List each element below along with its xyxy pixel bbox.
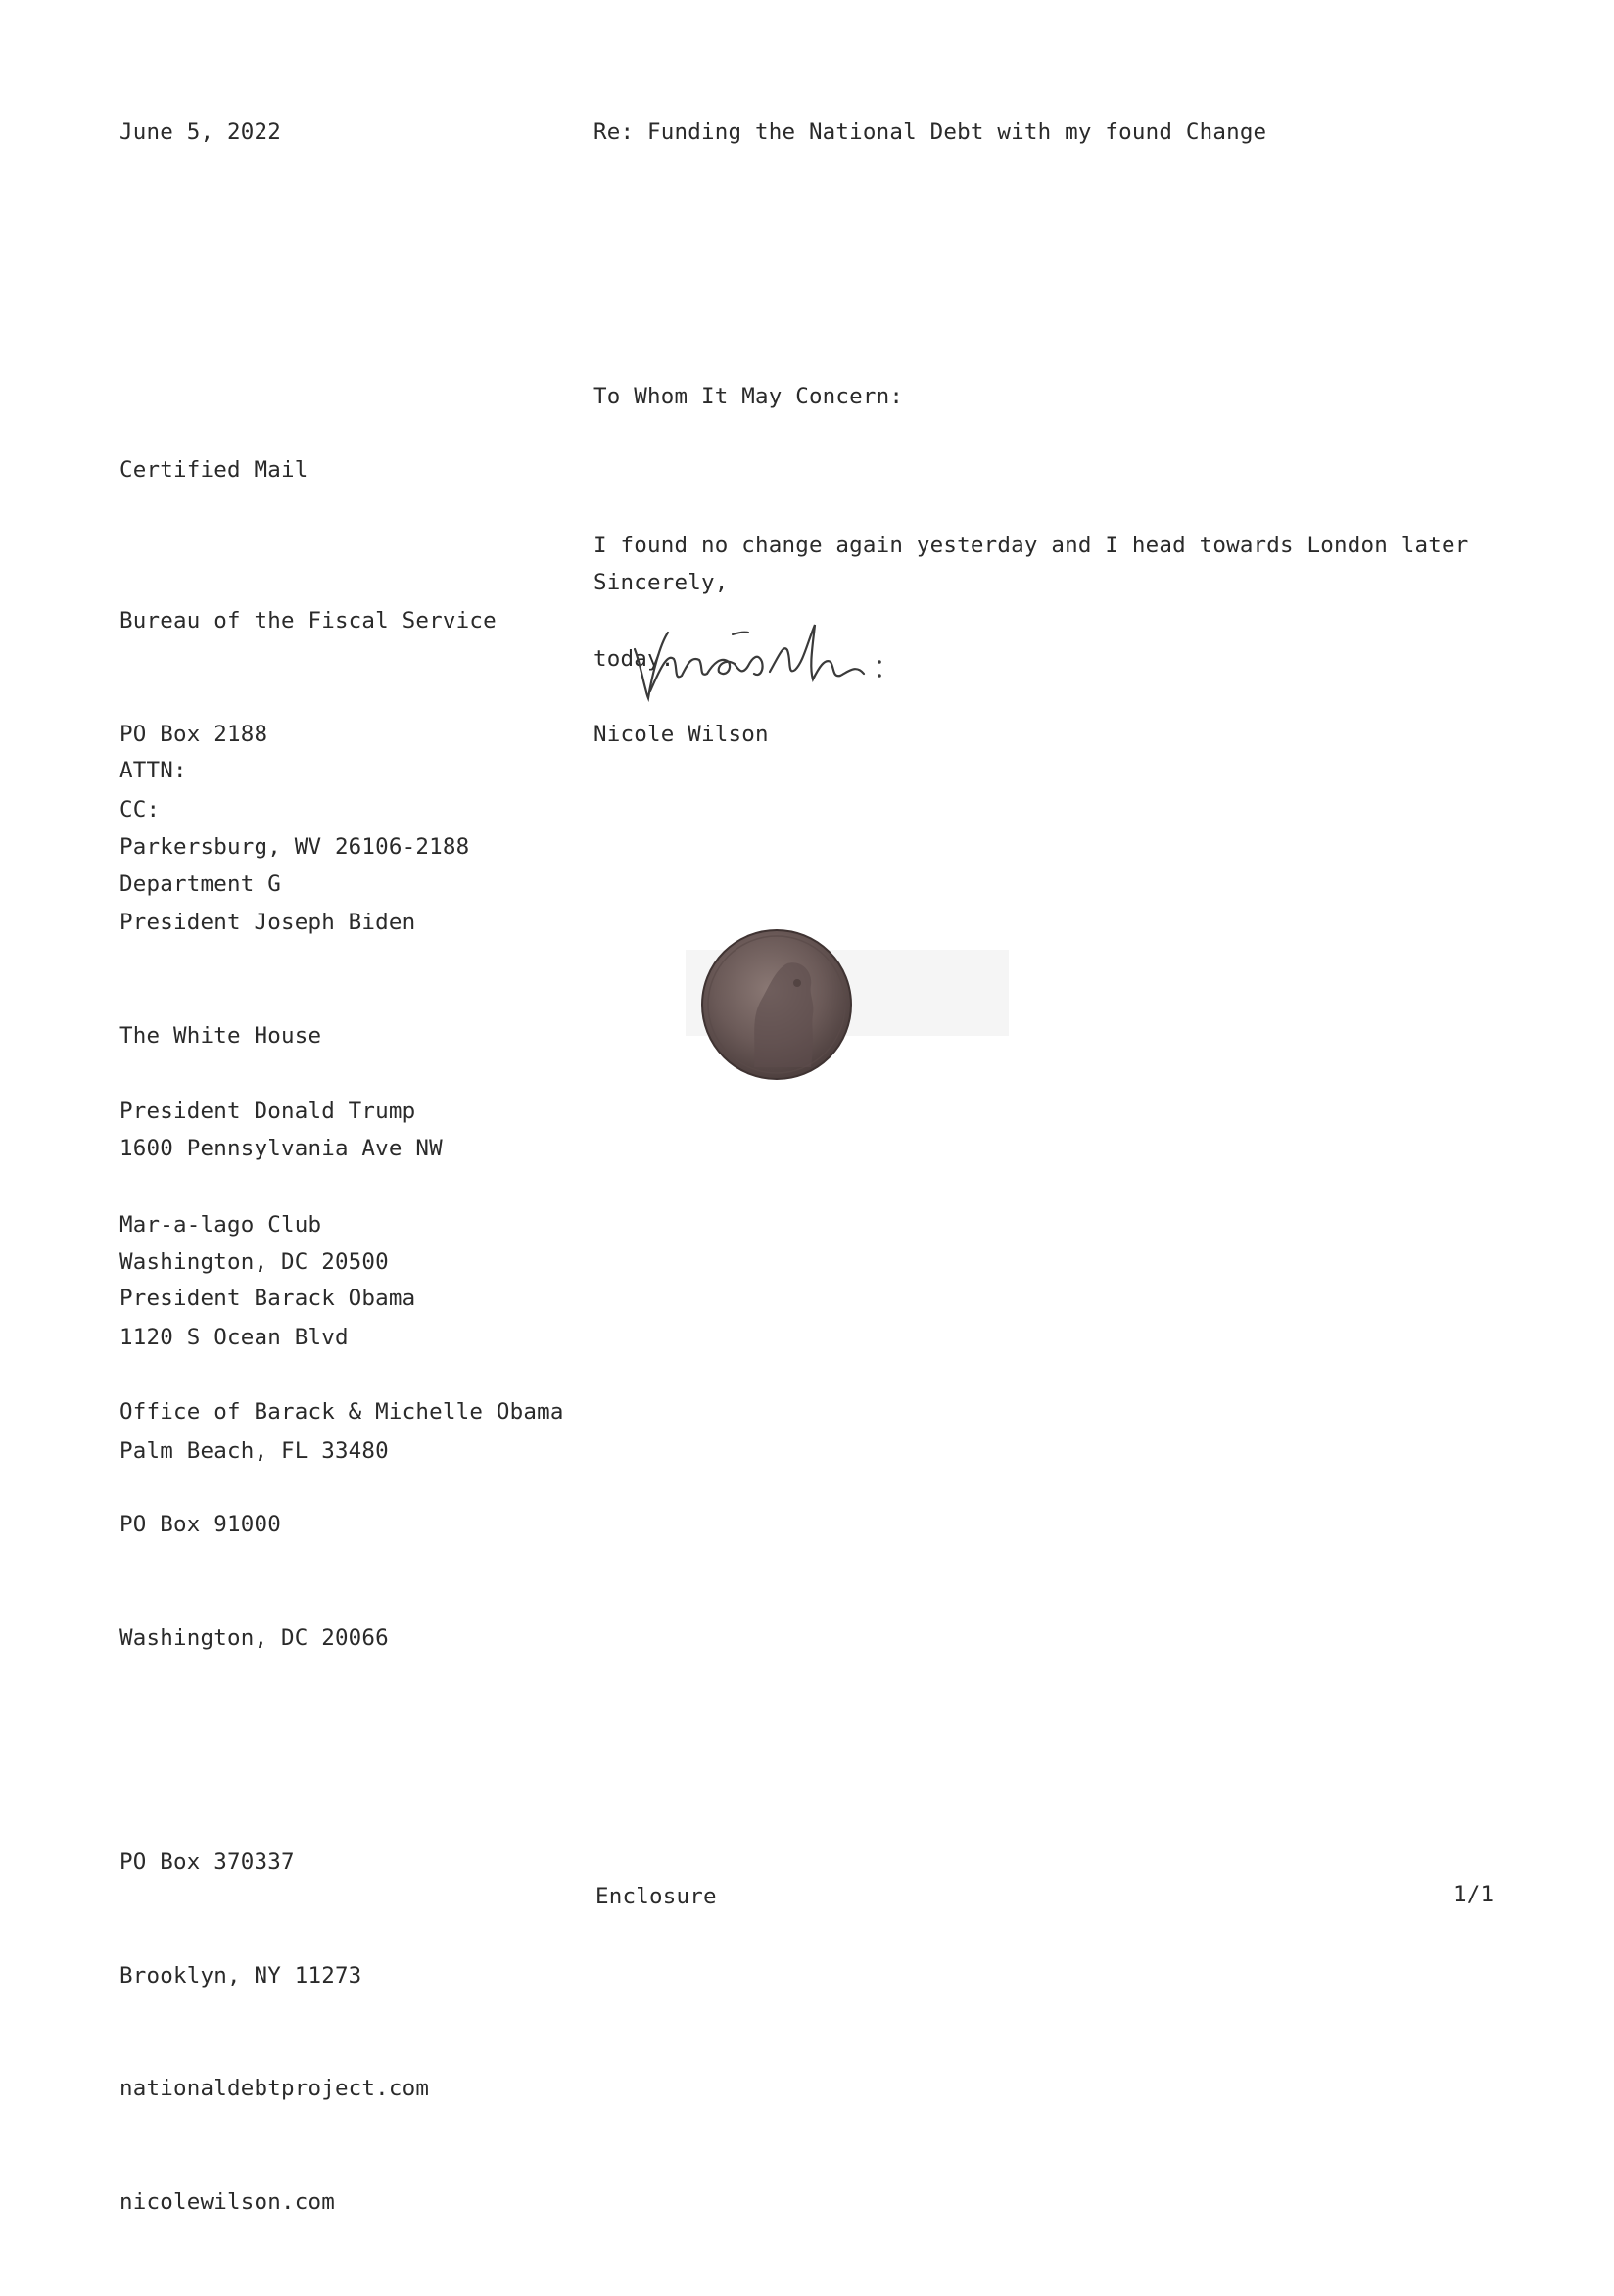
recipient-line: Parkersburg, WV 26106-2188 [119, 834, 470, 860]
cc-line: Palm Beach, FL 33480 [119, 1437, 389, 1464]
cc-line: PO Box 91000 [119, 1512, 281, 1537]
body-line: I found no change again yesterday and I head towards London later [593, 533, 1469, 558]
recipient-line: Bureau of the Fiscal Service [119, 608, 497, 633]
attn-label: ATTN: [119, 758, 187, 783]
mail-type: Certified Mail [119, 457, 309, 483]
sender-address-line: nationaldebtproject.com [119, 2076, 430, 2101]
sender-name: Nicole Wilson [593, 722, 769, 747]
letter-subject: Re: Funding the National Debt with my found Change [593, 119, 1267, 145]
cc-line: 1120 S Ocean Blvd [119, 1325, 349, 1350]
body-line: today. [593, 645, 675, 672]
cc-line: Office of Barack & Michelle Obama [119, 1398, 564, 1425]
signature [623, 605, 956, 713]
cc-line: Mar-a-lago Club [119, 1211, 322, 1238]
penny-icon [686, 920, 1009, 1097]
page-number: 1/1 [1453, 1882, 1495, 1907]
cc-line: President Donald Trump [119, 1099, 416, 1124]
sender-address-line: nicolewilson.com [119, 2188, 335, 2215]
salutation: To Whom It May Concern: [593, 384, 904, 409]
cc-line: Washington, DC 20066 [119, 1624, 389, 1651]
sender-address-line: PO Box 370337 [119, 1850, 295, 1875]
sender-address [119, 1768, 429, 2296]
cc-line: President Joseph Biden [119, 910, 416, 935]
cc-line: 1600 Pennsylvania Ave NW [119, 1136, 443, 1161]
cc-recipient [119, 1204, 564, 1732]
letter-date: June 5, 2022 [119, 119, 281, 145]
recipient-line: PO Box 2188 [119, 721, 268, 747]
cc-label: CC: [119, 797, 161, 822]
cc-line: Washington, DC 20500 [119, 1248, 389, 1275]
cc-line: The White House [119, 1022, 322, 1049]
closing: Sincerely, [593, 570, 729, 595]
cc-line: President Barack Obama [119, 1286, 416, 1311]
enclosure-note: Enclosure [595, 1884, 717, 1909]
attn-value: Department G [119, 870, 281, 897]
sender-address-line: Brooklyn, NY 11273 [119, 1962, 362, 1989]
